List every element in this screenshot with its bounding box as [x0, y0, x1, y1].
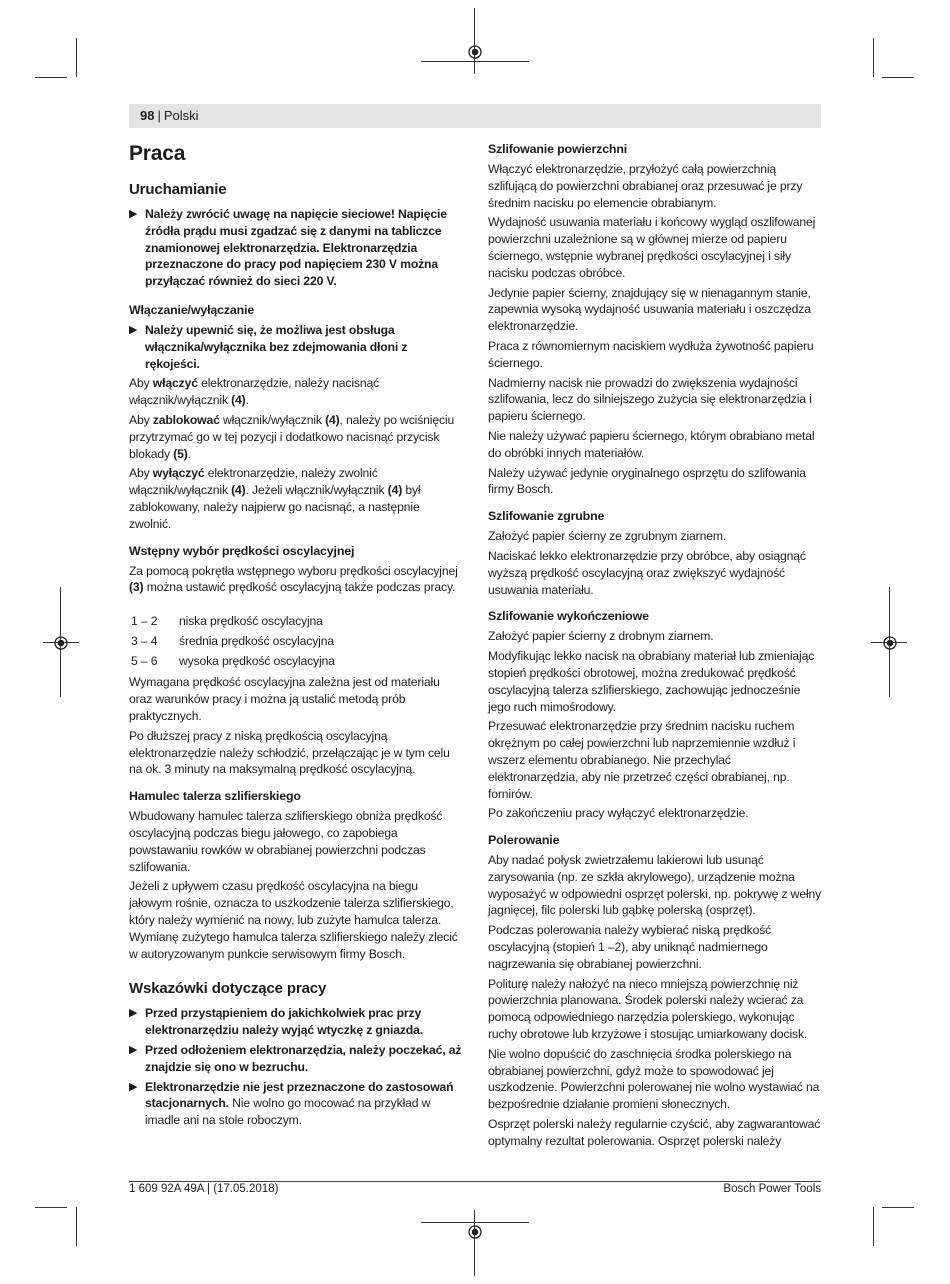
preselect-heading: Wstępny wybór prędkości oscylacyjnej	[129, 543, 355, 558]
tip-unplug-text: Przed przystąpieniem do jakichkolwiek prac przy elektronarzędziu należy wyjąć wtyczkę z gniazda.	[145, 1006, 423, 1038]
speed-note: Wymagana prędkość oscylacyjna zależna jest od materiału oraz warunków pracy i można ją ustalić metodą prób praktycznych.	[129, 675, 440, 724]
onoff-warning	[129, 322, 464, 372]
startup-heading: Uruchamianie	[129, 181, 227, 198]
tip-unplug	[129, 1005, 464, 1039]
onoff-warning-text: Należy upewnić się, że możliwa jest obsługa włącznika/wyłącznika bez zdejmowania dłoni z rękojeści.	[145, 322, 408, 371]
crop-mark-bottom-left-h	[35, 1207, 67, 1208]
polish-paragraph: Nie wolno dopuścić do zaschnięcia środka polerskiego na obrabianej powierzchni, gdyż może to spowodować jej uszkodzenie. Powierzchni polerowanej nie wolno wystawiać na bezpośrednie działanie promieni słonecznych.	[488, 1046, 820, 1112]
cooling-note: Po dłuższej pracy z niską prędkością oscylacyjną elektronarzędzie należy schłodzić, przełączając je w tym celu na ok. 3 minuty na maksymalną prędkość oscylacyjną.	[129, 728, 450, 777]
crop-mark-bottom-right-v	[873, 1207, 874, 1246]
triangle-bullet-icon: ▶	[129, 208, 138, 220]
polish-heading: Polerowanie	[488, 833, 560, 848]
polish-paragraph: Aby nadać połysk zwietrzałemu lakierowi lub usunąć zarysowania (np. ze szkła akrylowego), urządzenie można wyposażyć w odpowiedni osprzęt polerski, np. pokrywę z wełny jagnięcej, filc polerski lub gąbkę polerską (osprzęt).	[488, 853, 822, 918]
surface-paragraph: Wydajność usuwania materiału i końcowy wygląd oszlifowanej powierzchni uzależnione są w głównej mierze od papieru ściernego, wstępnie wybranej prędkości oscylacyjnej i siły nacisku podczas obróbce.	[488, 215, 816, 280]
tips-heading: Wskazówki dotyczące pracy	[129, 980, 327, 998]
fine-paragraph: Założyć papier ścierny z drobnym ziarnem.	[488, 629, 714, 644]
crop-mark-top-left-v	[76, 38, 77, 77]
brake-paragraph-2: Jeżeli z upływem czasu prędkość oscylacyjna na biegu jałowym rośnie, oznacza to uszkodzenie talerza szlifierskiego, który należy wymienić na nowy, lub zużyte hamulca talerza. Wymianę zużytego hamulca talerza szlifierskiego należy zlecić w autoryzowanym punkcie serwisowym firmy Bosch.	[129, 879, 458, 961]
fine-heading: Szlifowanie wykończeniowe	[488, 609, 649, 624]
switch-on-paragraph: Aby włączyć elektronarzędzie, należy nacisnąć włącznik/wyłącznik (4).	[129, 376, 380, 408]
polish-paragraph: Osprzęt polerski należy regularnie czyścić, aby zagwarantować optymalny rezultat polerowania. Osprzęt polerski należy	[488, 1117, 821, 1148]
tip-wait-stop	[129, 1042, 464, 1076]
page-number: 98	[140, 108, 155, 123]
tip-not-stationary-text: Nie wolno go mocować na przykład w imadle ani na stole roboczym.	[145, 1096, 431, 1128]
polish-paragraph: Politurę należy nałożyć na nieco mniejszą powierzchnię niż powierzchnia planowana. Środek polerski należy wcierać za pomocą odpowiedniego narzędzia polerskiego, wykonując ruchy obrotowe lub krzyżowe i stosując umiarkowany docisk.	[488, 976, 808, 1042]
fine-paragraph: Modyfikując lekko nacisk na obrabiany materiał lub zmieniając stopień prędkości obrotowej, można zredukować prędkość oscylacyjną talerza szlifierskiego, zachowując jednocześnie jego ruch mimośrodowy.	[488, 649, 815, 714]
speed-desc: niska prędkość oscylacyjna	[179, 614, 323, 629]
lock-paragraph: Aby zablokować włącznik/wyłącznik (4), należy po wciśnięciu przytrzymać go w tej pozycji i dodatkowo nacisnąć przycisk blokady (5).	[129, 412, 455, 461]
triangle-bullet-icon: ▶	[129, 1080, 138, 1093]
left-column	[129, 141, 464, 1132]
crop-mark-top-center	[474, 8, 475, 74]
tip-wait-stop-text: Przed odłożeniem elektronarzędzia, należy poczekać, aż znajdzie się ono w bezruchu.	[145, 1042, 462, 1074]
crop-mark-top-right-h	[882, 77, 914, 78]
speed-level: 1 – 2	[131, 614, 158, 629]
fine-paragraph: Przesuwać elektronarzędzie przy średnim nacisku ruchem okrężnym po całej powierzchni lub naprzemiennie wzdłuż i wszerz elementu obrabianego. Nie przechylać elektronarzędzia, aby nie przetrzeć części obrabianej, np. fornirów.	[488, 719, 796, 801]
rough-paragraph: Założyć papier ścierny ze zgrubnym ziarnem.	[488, 529, 727, 544]
page-language: Polski	[163, 108, 199, 123]
header-separator: |	[157, 108, 161, 123]
registration-mark-bottom-icon	[465, 1222, 485, 1242]
speed-desc: średnia prędkość oscylacyjna	[179, 634, 334, 649]
section-title: Praca	[129, 142, 186, 165]
startup-warning	[129, 206, 464, 290]
rough-paragraph: Naciskać lekko elektronarzędzie przy obróbce, aby osiągnąć wyższą prędkość oscylacyjną oraz zwiększyć wydajność usuwania materiału.	[488, 548, 806, 597]
surface-paragraph: Nadmierny nacisk nie prowadzi do zwiększenia wydajności szlifowania, lecz do silniejszego zużycia się elektronarzędzia i papieru ściernego.	[488, 375, 812, 424]
speed-table	[129, 613, 335, 673]
preselect-paragraph: Za pomocą pokrętła wstępnego wyboru prędkości oscylacyjnej (3) można ustawić prędkość oscylacyjną także podczas pracy.	[129, 563, 458, 595]
fine-paragraph: Po zakończeniu pracy wyłączyć elektronarzędzie.	[488, 806, 749, 821]
switch-off-paragraph: Aby wyłączyć elektronarzędzie, należy zwolnić włącznik/wyłącznik (4). Jeżeli włącznik/wyłącznik (4) był zablokowany, należy najpierw go nacisnąć, a następnie zwolnić.	[129, 466, 421, 531]
startup-warning-text: Należy zwrócić uwagę na napięcie sieciowe! Napięcie źródła prądu musi zgadzać się z danymi na tabliczce znamionowej elektronarzędzia. Elektronarzędzia przeznaczone do pracy pod napięciem 230 V można przyłączać również do sieci 220 V.	[145, 207, 447, 289]
triangle-bullet-icon: ▶	[129, 1043, 138, 1056]
table-row	[129, 633, 335, 653]
brake-paragraph-1: Wbudowany hamulec talerza szlifierskiego obniża prędkość oscylacyjną podczas biegu jałowego, co zapobiega powstawaniu rowków w obrabianej powierzchni podczas szlifowania.	[129, 809, 443, 874]
registration-mark-left-icon	[51, 633, 71, 653]
rough-heading: Szlifowanie zgrubne	[488, 509, 605, 524]
surface-heading: Szlifowanie powierzchni	[488, 142, 628, 156]
table-row	[129, 613, 335, 633]
footer-brand: Bosch Power Tools	[723, 1183, 821, 1195]
triangle-bullet-icon: ▶	[129, 1007, 138, 1020]
crop-mark-bottom-center	[474, 1210, 475, 1276]
registration-mark-top-icon	[465, 42, 485, 62]
surface-paragraph: Włączyć elektronarzędzie, przyłożyć całą powierzchnią szlifującą do powierzchni obrabianej oraz przesuwać je przy średnim nacisku po elemencie obrabianym.	[488, 162, 803, 210]
page-header	[129, 104, 821, 128]
table-row	[129, 653, 335, 673]
right-column	[488, 141, 822, 1153]
speed-desc: wysoka prędkość oscylacyjna	[179, 654, 335, 669]
polish-paragraph: Podczas polerowania należy wybierać niską prędkość oscylacyjną (stopień 1 –2), aby uniknąć nadmiernego nagrzewania się obrabianej powierzchni.	[488, 923, 772, 971]
speed-level: 5 – 6	[131, 654, 158, 669]
crop-mark-top-right-v	[873, 38, 874, 77]
footer-rule	[129, 1181, 821, 1182]
brake-heading: Hamulec talerza szlifierskiego	[129, 789, 301, 804]
surface-paragraph: Praca z równomiernym naciskiem wydłuża żywotność papieru ściernego.	[488, 338, 814, 370]
crop-mark-bottom-right-h	[882, 1207, 914, 1208]
surface-paragraph: Jedynie papier ścierny, znajdujący się w nienagannym stanie, zapewnia wysoką wydajność usuwania materiału i oszczędza elektronarzędzie.	[488, 285, 811, 334]
speed-level: 3 – 4	[131, 634, 158, 649]
tip-not-stationary	[129, 1079, 464, 1129]
footer-doc-ref: 1 609 92A 49A | (17.05.2018)	[129, 1183, 279, 1195]
triangle-bullet-icon: ▶	[129, 323, 138, 336]
tip-not-stationary-bold: Elektronarzędzie nie jest przeznaczone do zastosowań stacjonarnych.	[145, 1079, 454, 1111]
registration-mark-right-icon	[880, 633, 900, 653]
surface-paragraph: Należy używać jedynie oryginalnego osprzętu do szlifowania firmy Bosch.	[488, 465, 806, 497]
onoff-heading: Włączanie/wyłączanie	[129, 302, 255, 317]
crop-mark-bottom-left-v	[76, 1207, 77, 1246]
crop-mark-top-left-h	[35, 77, 67, 78]
surface-paragraph: Nie należy używać papieru ściernego, którym obrabiano metal do obróbki innych materiałów.	[488, 428, 815, 460]
